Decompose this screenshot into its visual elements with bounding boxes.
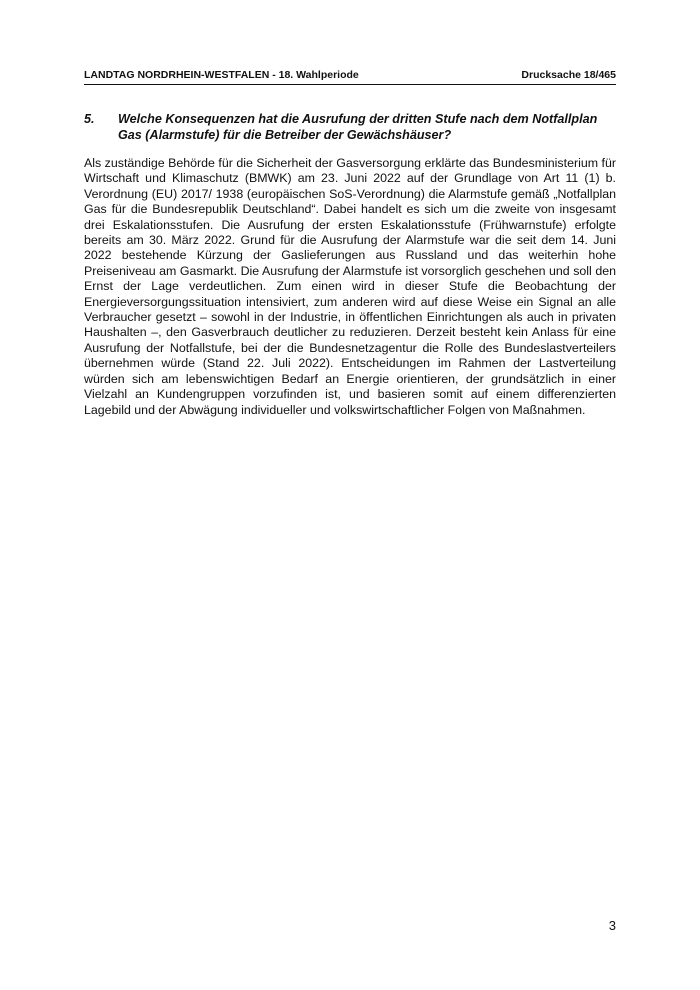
question-block — [84, 112, 616, 143]
header-parliament-title: LANDTAG NORDRHEIN-WESTFALEN - 18. Wahlperiode — [84, 69, 359, 81]
answer-paragraph: Als zuständige Behörde für die Sicherheit der Gasversorgung erklärte das Bundesministerium für Wirtschaft und Klimaschutz (BMWK) am 23. Juni 2022 auf der Grundlage von Art 11 (1) b. Verordnung (EU) 2017/ 1938 (europäischen SoS-Verordnung) die Alarmstufe gemäß „Notfallplan Gas für die Bundesrepublik Deutschland“. Dabei handelt es sich um die zweite von insgesamt drei Eskalationsstufen. Die Ausrufung der ersten Eskalationsstufe (Frühwarnstufe) erfolgte bereits am 30. März 2022. Grund für die Ausrufung der Alarmstufe war die seit dem 14. Juni 2022 bestehende Kürzung der Gaslieferungen aus Russland und das weiterhin hohe Preiseniveau am Gasmarkt. Die Ausrufung der Alarmstufe ist vorsorglich geschehen und soll den Ernst der Lage verdeutlichen. Zum einen wird in dieser Stufe die Beobachtung der Energieversorgungssituation intensiviert, zum anderen wird auf diese Weise ein Signal an alle Verbraucher gesetzt – sowohl in der Industrie, in öffentlichen Einrichtungen als auch in privaten Haushalten –, den Gasverbrauch deutlicher zu reduzieren. Derzeit besteht kein Anlass für eine Ausrufung der Notfallstufe, bei der die Bundesnetzagentur die Rolle des Bundeslastverteilers übernehmen würde (Stand 22. Juli 2022). Entscheidungen im Rahmen der Lastverteilung würden sich am lebenswichtigen Bedarf an Energie orientieren, der grundsätzlich in einer Vielzahl an Kundengruppen vorzufinden ist, und basieren somit auf einem differenzierten Lagebild und der Abwägung individueller und volkswirtschaftlicher Folgen von Maßnahmen. — [84, 156, 616, 417]
header-document-number: Drucksache 18/465 — [521, 69, 616, 81]
question-text: Welche Konsequenzen hat die Ausrufung der dritten Stufe nach dem Notfallplan Gas (Alarmstufe) für die Betreiber der Gewächshäuser? — [118, 112, 598, 142]
page-header — [84, 66, 616, 85]
question-number: 5. — [84, 112, 95, 126]
page-number: 3 — [608, 918, 616, 933]
